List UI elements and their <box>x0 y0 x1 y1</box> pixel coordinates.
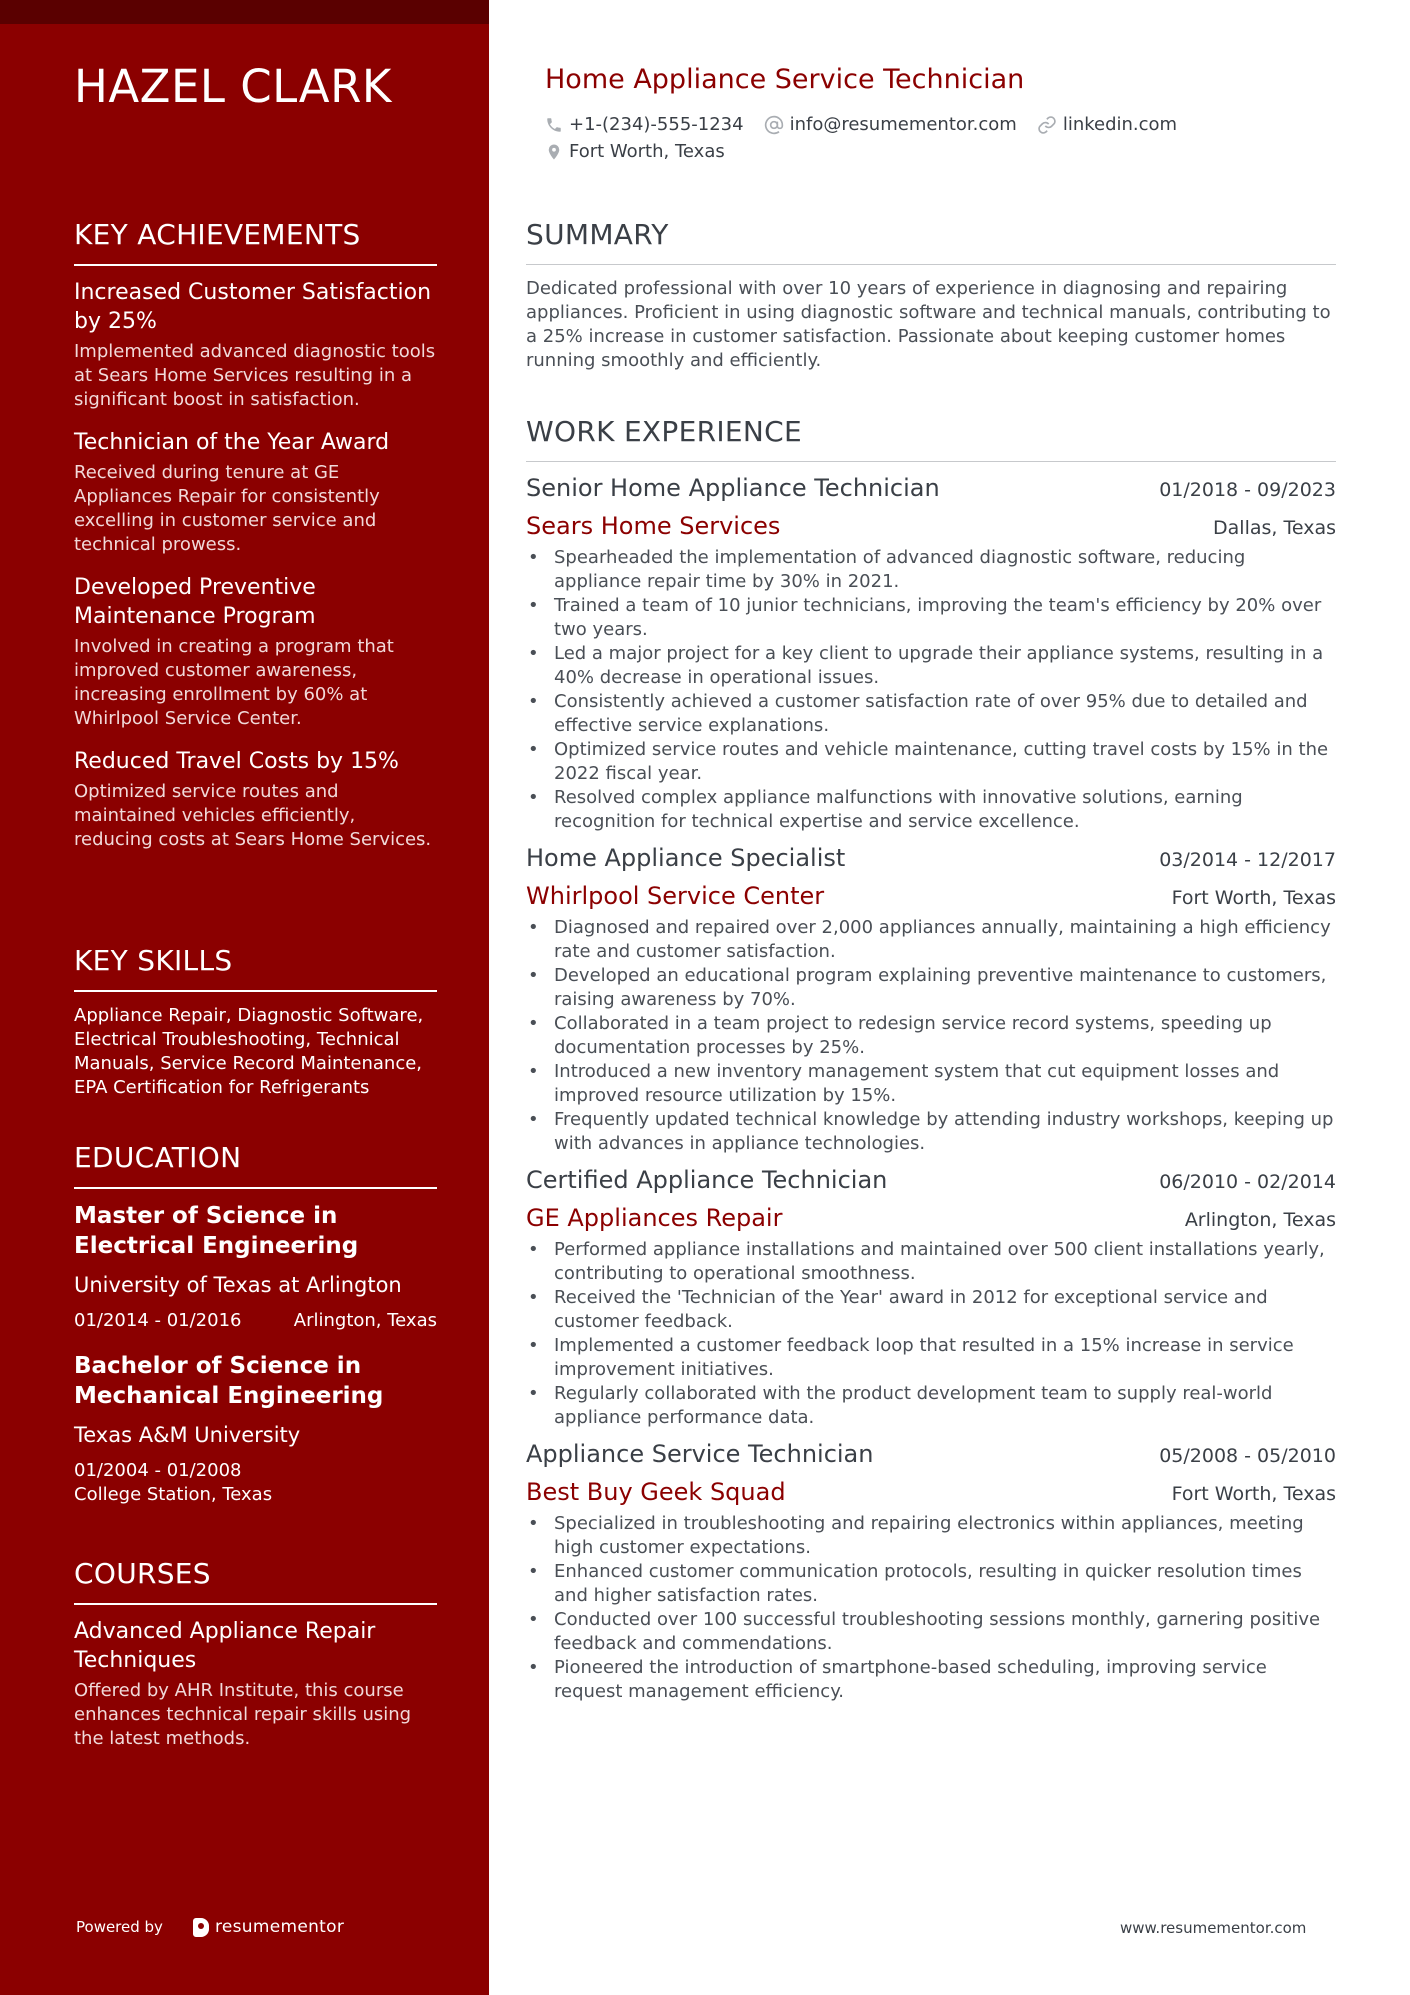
summary-text: Dedicated professional with over 10 years of experience in diagnosing and repairing appliances. Proficient in using diagnostic software and technical manuals, contributing to a 25% increase in customer satisfaction. Passionate about keeping customer homes running smoothly and efficiently. <box>526 278 1331 371</box>
sidebar <box>0 0 489 1995</box>
location-text: Fort Worth, Texas <box>569 141 725 162</box>
job-company: GE Appliances Repair <box>526 1204 783 1232</box>
achievement-desc: Implemented advanced diagnostic tools at Sears Home Services resulting in a significant boost in satisfaction. <box>74 341 436 410</box>
brand-mark-icon <box>193 1918 209 1937</box>
job-bullet: • Optimized service routes and vehicle maintenance, cutting travel costs by 15% in the 2022 fiscal year. <box>526 738 1336 786</box>
achievement-item <box>74 573 437 731</box>
job-bullet: • Specialized in troubleshooting and repairing electronics within appliances, meeting high customer expectations. <box>526 1512 1336 1560</box>
course-title: Advanced Appliance Repair Techniques <box>74 1619 376 1673</box>
job-location: Fort Worth, Texas <box>1171 1483 1336 1505</box>
contact-row-2 <box>545 141 745 162</box>
job-bullet: • Enhanced customer communication protocols, resulting in quicker resolution times and higher satisfaction rates. <box>526 1560 1336 1608</box>
contact-linkedin[interactable] <box>1037 114 1177 135</box>
phone-icon <box>545 116 563 134</box>
achievement-title: Reduced Travel Costs by 15% <box>74 749 399 774</box>
courses-section <box>74 1557 437 1767</box>
education-item <box>74 1201 437 1333</box>
achievement-desc: Involved in creating a program that improved customer awareness, increasing enrollment by 60% at Whirlpool Service Center. <box>74 636 394 729</box>
sidebar-top-bar <box>0 0 489 24</box>
contact-location <box>545 141 725 162</box>
job-bullet: • Pioneered the introduction of smartphone-based scheduling, improving service request management efficiency. <box>526 1656 1336 1704</box>
education-heading: EDUCATION <box>74 1141 437 1189</box>
achievement-title: Developed Preventive Maintenance Program <box>74 575 316 629</box>
education-dates: 01/2014 - 01/2016 <box>74 1310 242 1331</box>
education-meta <box>74 1309 437 1333</box>
job-bullet: • Introduced a new inventory management system that cut equipment losses and improved resource utilization by 15%. <box>526 1060 1336 1108</box>
job-bullet: • Resolved complex appliance malfunctions with innovative solutions, earning recognition for technical expertise and service excellence. <box>526 786 1336 834</box>
email-text: info@resumementor.com <box>789 114 1017 135</box>
achievement-title: Technician of the Year Award <box>74 430 390 455</box>
education-meta <box>74 1459 437 1507</box>
skills-heading: KEY SKILLS <box>74 944 437 992</box>
job-bullet: • Performed appliance installations and maintained over 500 client installations yearly, contributing to operational smoothness. <box>526 1238 1336 1286</box>
job-bullet: • Trained a team of 10 junior technicians, improving the team's efficiency by 20% over two years. <box>526 594 1336 642</box>
job-bullet: • Frequently updated technical knowledge by attending industry workshops, keeping up with advances in appliance technologies. <box>526 1108 1336 1156</box>
achievement-desc: Optimized service routes and maintained vehicles efficiently, reducing costs at Sears Home Services. <box>74 781 432 850</box>
education-degree: Master of Science in Electrical Engineering <box>74 1203 359 1259</box>
education-item <box>74 1351 437 1507</box>
job-bullet: • Received the 'Technician of the Year' award in 2012 for exceptional service and customer feedback. <box>526 1286 1336 1334</box>
education-dates: 01/2004 - 01/2008 <box>74 1460 242 1481</box>
job-role: Senior Home Appliance Technician <box>526 474 940 502</box>
contact-email[interactable] <box>764 114 1017 135</box>
achievement-item <box>74 747 437 852</box>
job-entry <box>526 1166 1336 1430</box>
job-company: Best Buy Geek Squad <box>526 1478 786 1506</box>
job-dates: 03/2014 - 12/2017 <box>1159 849 1336 871</box>
course-desc: Offered by AHR Institute, this course enhances technical repair skills using the latest methods. <box>74 1680 412 1749</box>
job-title: Home Appliance Service Technician <box>545 64 1025 95</box>
brand-logo[interactable] <box>193 1917 344 1937</box>
job-role: Certified Appliance Technician <box>526 1166 888 1194</box>
education-location: College Station, Texas <box>74 1484 273 1505</box>
achievements-heading: KEY ACHIEVEMENTS <box>74 218 437 266</box>
achievements-section <box>74 218 437 868</box>
job-bullet: • Conducted over 100 successful troubleshooting sessions monthly, garnering positive feedback and commendations. <box>526 1608 1336 1656</box>
job-bullet: • Developed an educational program explaining preventive maintenance to customers, raising awareness by 70%. <box>526 964 1336 1012</box>
job-role: Appliance Service Technician <box>526 1440 874 1468</box>
education-degree: Bachelor of Science in Mechanical Engineering <box>74 1353 384 1409</box>
achievement-desc: Received during tenure at GE Appliances Repair for consistently excelling in customer service and technical prowess. <box>74 462 380 555</box>
job-bullets <box>526 916 1336 1156</box>
job-dates: 06/2010 - 02/2014 <box>1159 1171 1336 1193</box>
job-bullet: • Spearheaded the implementation of advanced diagnostic software, reducing appliance repair time by 30% in 2021. <box>526 546 1336 594</box>
job-entry <box>526 844 1336 1156</box>
job-bullets <box>526 1238 1336 1430</box>
job-dates: 01/2018 - 09/2023 <box>1159 479 1336 501</box>
at-sign-icon <box>764 115 784 135</box>
footer-website-link[interactable]: www.resumementor.com <box>1120 1919 1307 1937</box>
job-location: Arlington, Texas <box>1184 1209 1336 1231</box>
job-bullets <box>526 546 1336 834</box>
experience-section <box>526 415 1336 1714</box>
education-section <box>74 1141 437 1525</box>
skills-text: Appliance Repair, Diagnostic Software, Electrical Troubleshooting, Technical Manuals, Service Record Maintenance, EPA Certification for Refrigerants <box>74 1005 424 1098</box>
job-role: Home Appliance Specialist <box>526 844 846 872</box>
job-bullets <box>526 1512 1336 1704</box>
job-entry <box>526 1440 1336 1704</box>
job-bullet: • Consistently achieved a customer satisfaction rate of over 95% due to detailed and effective service explanations. <box>526 690 1336 738</box>
achievement-item <box>74 428 437 557</box>
job-bullet: • Regularly collaborated with the product development team to supply real-world appliance performance data. <box>526 1382 1336 1430</box>
job-location: Fort Worth, Texas <box>1171 887 1336 909</box>
job-location: Dallas, Texas <box>1213 517 1336 539</box>
job-bullet: • Implemented a customer feedback loop that resulted in a 15% increase in service improvement initiatives. <box>526 1334 1336 1382</box>
job-company: Whirlpool Service Center <box>526 882 825 910</box>
job-bullet: • Diagnosed and repaired over 2,000 appliances annually, maintaining a high efficiency rate and customer satisfaction. <box>526 916 1336 964</box>
job-bullet: • Led a major project for a key client to upgrade their appliance systems, resulting in a 40% decrease in operational issues. <box>526 642 1336 690</box>
job-company: Sears Home Services <box>526 512 781 540</box>
phone-text: +1-(234)-555-1234 <box>569 114 744 135</box>
linkedin-text: linkedin.com <box>1062 114 1178 135</box>
contact-row <box>545 114 1197 135</box>
job-bullet: • Collaborated in a team project to redesign service record systems, speeding up documentation processes by 25%. <box>526 1012 1336 1060</box>
education-school: University of Texas at Arlington <box>74 1273 402 1297</box>
summary-heading: SUMMARY <box>526 218 1336 265</box>
education-school: Texas A&M University <box>74 1423 301 1447</box>
achievement-title: Increased Customer Satisfaction by 25% <box>74 280 432 334</box>
achievement-item <box>74 278 437 412</box>
location-pin-icon <box>545 142 563 162</box>
brand-name: resumementor <box>214 1917 345 1937</box>
powered-by <box>76 1917 344 1937</box>
course-item <box>74 1617 437 1751</box>
job-dates: 05/2008 - 05/2010 <box>1159 1445 1336 1467</box>
powered-by-label: Powered by <box>76 1918 163 1936</box>
candidate-name: HAZEL CLARK <box>74 60 392 113</box>
job-entry <box>526 474 1336 834</box>
link-icon <box>1037 115 1057 135</box>
courses-heading: COURSES <box>74 1557 437 1605</box>
skills-section <box>74 944 437 1100</box>
contact-phone[interactable] <box>545 114 744 135</box>
education-location: Arlington, Texas <box>293 1310 437 1331</box>
experience-heading: WORK EXPERIENCE <box>526 415 1336 462</box>
summary-section <box>526 218 1336 373</box>
